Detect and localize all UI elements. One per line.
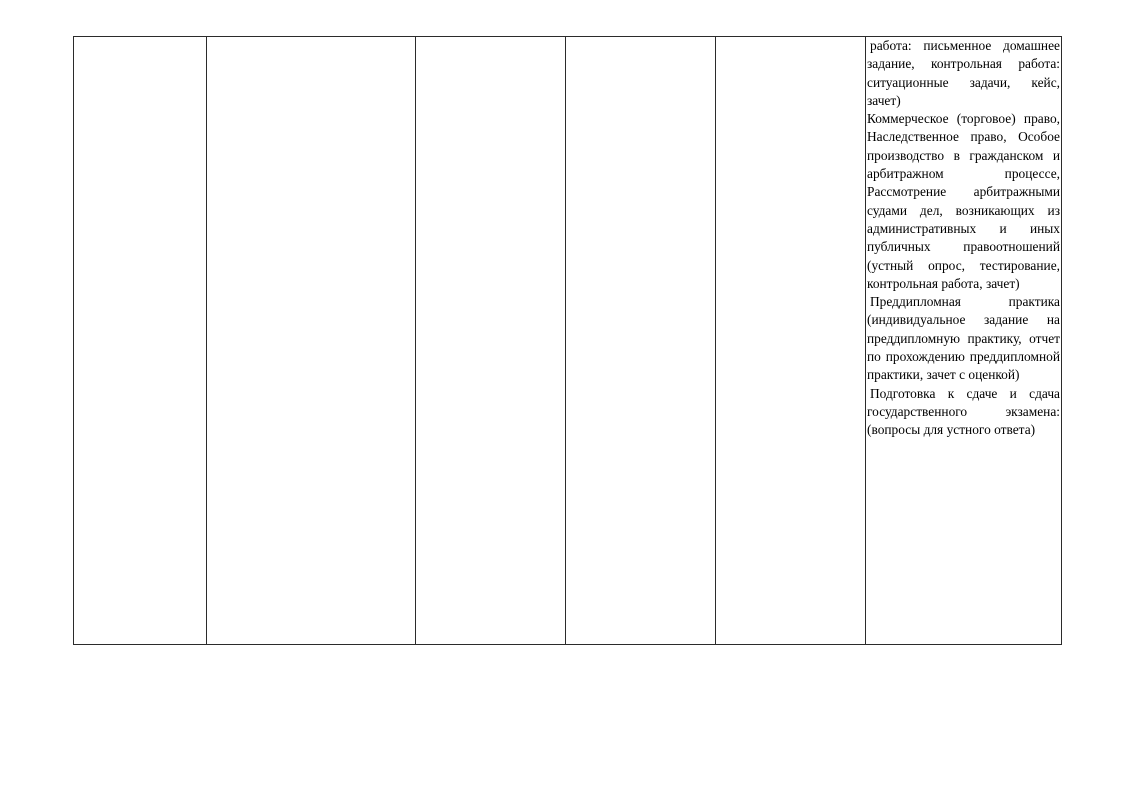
programs-table xyxy=(73,36,1062,645)
table-cell-4 xyxy=(566,37,716,645)
table-row xyxy=(74,37,1062,645)
table-cell-disciplines xyxy=(866,37,1062,645)
paragraph-pre-diploma-practice: Преддипломная практика (индивидуальное задание на преддипломную практику, отчет по прохождению преддипломной практики, зачет с оценкой) xyxy=(867,294,1060,383)
paragraph-homework: работа: письменное домашнее задание, контрольная работа: ситуационные задачи, кейс, зачет) xyxy=(867,38,1060,108)
table-cell-3 xyxy=(416,37,566,645)
paragraph-state-exam: Подготовка к сдаче и сдача государственного экзамена: (вопросы для устного ответа) xyxy=(867,385,1060,438)
table-cell-2 xyxy=(207,37,416,645)
paragraph-commercial-law: Коммерческое (торговое) право, Наследственное право, Особое производство в гражданском и арбитражном процессе, Рассмотрение арбитражными судами дел, возникающих из административных и иных публичных правоотношений (устный опрос, тестирование, контрольная работа, зачет) xyxy=(867,111,1060,291)
table-cell-1 xyxy=(74,37,207,645)
table-cell-5 xyxy=(716,37,866,645)
